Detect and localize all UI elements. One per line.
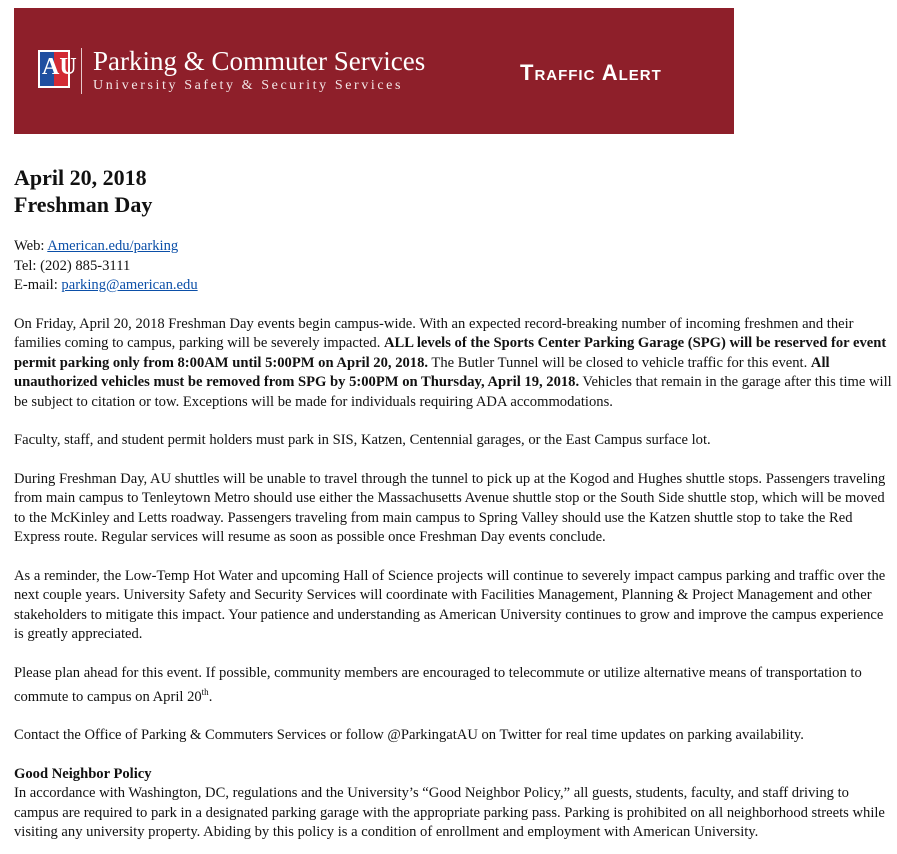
bold-notice: All unauthorized vehicles must be removed from SPG by 5:00PM on Thursday, April 19, 2018. <box>14 354 830 390</box>
event-heading: Freshman Day <box>14 192 153 217</box>
email-link[interactable]: parking@american.edu <box>61 277 198 293</box>
text-segment: On Friday, April 20, 2018 Freshman Day events begin campus-wide. With an expected record-breaking number of incoming freshmen and their families coming to campus, parking will be severely impacted. <box>14 315 854 351</box>
paragraph-contact: Contact the Office of Parking & Commuters Services or follow @ParkingatAU on Twitter for real time updates on parking availability. <box>14 727 804 744</box>
date-heading: April 20, 2018 <box>14 165 147 190</box>
banner-subtitle: University Safety & Security Services <box>93 78 404 93</box>
email-body <box>14 164 894 843</box>
paragraph-reminder: As a reminder, the Low-Temp Hot Water and upcoming Hall of Science projects will continue to severely impact campus parking and traffic over the next couple years. University Safety and Security Services will coordinate with Facilities Management, Planning & Project Management and other stakeholders to mitigate this impact. Your patience and understanding as American University continues to grow and improve the campus experience is greatly appreciated. <box>14 567 886 642</box>
text-segment: The Butler Tunnel will be closed to vehicle traffic for this event. <box>428 354 811 371</box>
paragraph-plan-ahead: Please plan ahead for this event. If possible, community members are encouraged to telecommute or utilize alternative means of transportation to commute to campus on April 20th. <box>14 664 862 705</box>
policy-title: Good Neighbor Policy <box>14 765 152 782</box>
contact-info <box>14 237 894 296</box>
paragraph-garage-closure <box>14 315 894 413</box>
traffic-alert-label: Traffic Alert <box>520 60 662 85</box>
banner-title: Parking & Commuter Services <box>93 46 426 76</box>
text-segment: Vehicles that remain in the garage after this time will be subject to citation or tow. Exceptions will be made for individuals requiring ADA accommodations. <box>14 374 892 410</box>
header-banner <box>14 8 734 134</box>
divider <box>81 48 82 94</box>
policy-text: In accordance with Washington, DC, regulations and the University’s “Good Neighbor Policy,” all guests, students, faculty, and staff driving to campus are required to park in a designated parking garage with the appropriate parking pass. Parking is prohibited on all neighborhood streets while visiting any university property. Abiding by this policy is a condition of enrollment and employment with American University. <box>14 785 885 841</box>
web-link[interactable]: American.edu/parking <box>47 238 179 254</box>
email-label: E-mail: <box>14 277 62 293</box>
paragraph-permit-holders: Faculty, staff, and student permit holders must park in SIS, Katzen, Centennial garages, or the East Campus surface lot. <box>14 432 711 448</box>
telephone: Tel: (202) 885-3111 <box>14 257 131 274</box>
bold-notice: ALL levels of the Sports Center Parking Garage (SPG) will be reserved for event permit parking only from 8:00AM until 5:00PM on April 20, 2018. <box>14 335 887 371</box>
paragraph-shuttles: During Freshman Day, AU shuttles will be unable to travel through the tunnel to pick up at the Kogod and Hughes shuttle stops. Passengers traveling from main campus to Tenleytown Metro should use either the Massachusetts Avenue shuttle stop or the South Side shuttle stop, which will be moved to the McKinley and Letts roadway. Passengers traveling from main campus to Spring Valley should use the Katzen shuttle stop to take the Red Express route. Regular services will resume as soon as possible once Freshman Day events conclude. <box>14 470 886 545</box>
web-label: Web: <box>14 238 48 254</box>
au-logo-icon: AU <box>38 50 70 88</box>
